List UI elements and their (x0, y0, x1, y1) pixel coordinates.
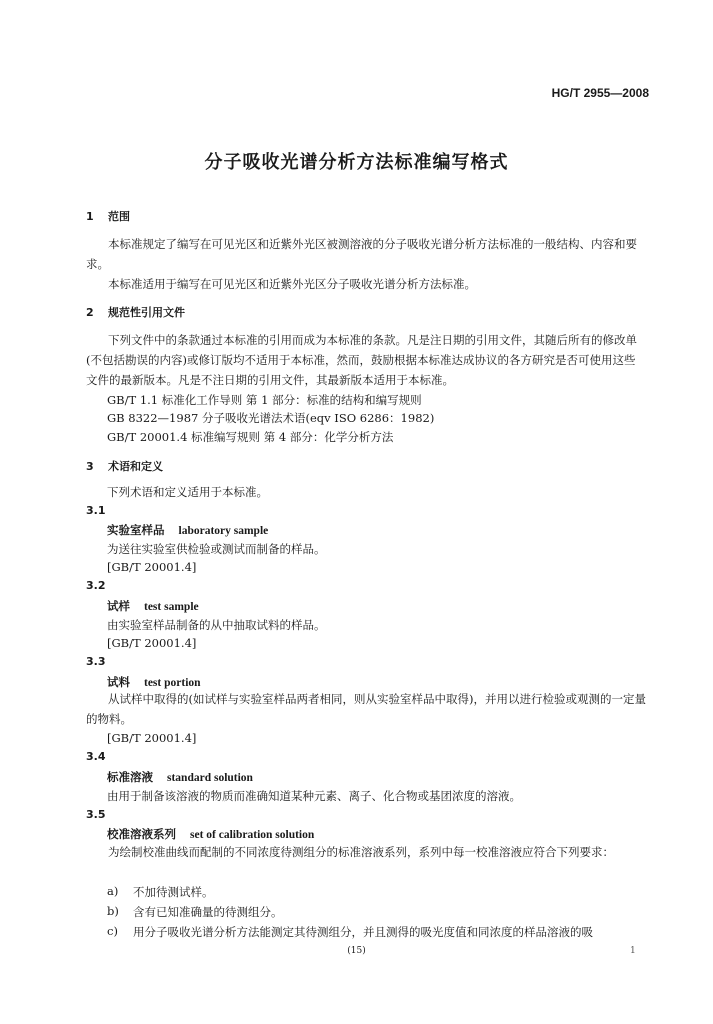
term-number: 3.4 (86, 750, 106, 763)
term-zh: 实验室样品 (107, 523, 165, 537)
page-number: (15) (347, 946, 366, 956)
term-definition: 为绘制校准曲线而配制的不同浓度待测组分的标准溶液系列，系列中每一校准溶液应符合下列要求： (108, 845, 614, 859)
section-title: 规范性引用文件 (108, 306, 185, 319)
term-number: 3.2 (86, 579, 106, 592)
term-en: set of calibration solution (190, 829, 315, 841)
term-heading (107, 674, 201, 690)
term-en: standard solution (167, 772, 253, 784)
reference-2: GB 8322—1987 分子吸收光谱法术语(eqv ISO 6286：1982) (107, 411, 435, 425)
term-heading (107, 598, 199, 614)
term-en: laboratory sample (178, 525, 269, 537)
term-reference: [GB/T 20001.4] (107, 731, 197, 745)
list-item-text: 含有已知准确量的待测组分。 (133, 905, 283, 919)
term-reference: [GB/T 20001.4] (107, 636, 197, 650)
reference-1: GB/T 1.1 标准化工作导则 第 1 部分：标准的结构和编写规则 (107, 393, 422, 407)
section-2-heading (86, 304, 185, 320)
section-1-heading (86, 208, 130, 224)
term-heading (107, 522, 268, 538)
term-heading (107, 826, 314, 842)
standard-code: HG/T 2955—2008 (551, 86, 649, 100)
document-title: 分子吸收光谱分析方法标准编写格式 (204, 152, 509, 173)
section-number: 1 (86, 210, 94, 223)
term-zh: 标准溶液 (107, 770, 153, 784)
term-zh: 校准溶液系列 (107, 827, 176, 841)
section-number: 2 (86, 306, 94, 319)
side-mark: 1 (630, 946, 636, 956)
list-item-letter: b) (107, 904, 119, 918)
term-number: 3.1 (86, 504, 106, 517)
term-number: 3.5 (86, 808, 106, 821)
list-item-letter: c) (107, 924, 118, 938)
term-zh: 试样 (107, 599, 130, 613)
list-item-letter: a) (107, 884, 119, 898)
term-definition: 从试样中取得的(如试样与实验室样品两者相同，则从实验室样品中取得)，并用以进行检验或观测的一定量的物料。 (86, 692, 646, 726)
section-2-paragraph: 下列文件中的条款通过本标准的引用而成为本标准的条款。凡是注日期的引用文件，其随后所有的修改单(不包括勘误的内容)或修订版均不适用于本标准，然而，鼓励根据本标准达成协议的各方研究是否可使用这些文件的最新版本。凡是不注日期的引用文件，其最新版本适用于本标准。 (86, 333, 637, 387)
reference-3: GB/T 20001.4 标准编写规则 第 4 部分：化学分析方法 (107, 430, 394, 444)
term-number: 3.3 (86, 655, 106, 668)
section-3-intro: 下列术语和定义适用于本标准。 (107, 485, 268, 499)
term-definition: 由用于制备该溶液的物质而准确知道某种元素、离子、化合物或基团浓度的溶液。 (107, 789, 521, 803)
term-definition: 为送往实验室供检验或测试而制备的样品。 (107, 542, 326, 556)
term-heading (107, 769, 253, 785)
term-en: test sample (144, 601, 199, 613)
term-reference: [GB/T 20001.4] (107, 560, 197, 574)
term-en: test portion (144, 677, 201, 689)
section-number: 3 (86, 460, 94, 473)
term-zh: 试料 (107, 675, 130, 689)
section-1-paragraph-1: 本标准规定了编写在可见光区和近紫外光区被测溶液的分子吸收光谱分析方法标准的一般结构、内容和要求。 (86, 237, 637, 271)
list-item-text: 不加待测试样。 (133, 885, 214, 899)
list-item-text: 用分子吸收光谱分析方法能测定其待测组分，并且测得的吸光度值和同浓度的样品溶液的吸 (133, 925, 593, 939)
section-3-heading (86, 458, 163, 474)
term-definition: 由实验室样品制备的从中抽取试料的样品。 (107, 618, 326, 632)
section-1-paragraph-2: 本标准适用于编写在可见光区和近紫外光区分子吸收光谱分析方法标准。 (108, 277, 476, 291)
section-title: 范围 (108, 210, 130, 223)
section-title: 术语和定义 (108, 460, 163, 473)
